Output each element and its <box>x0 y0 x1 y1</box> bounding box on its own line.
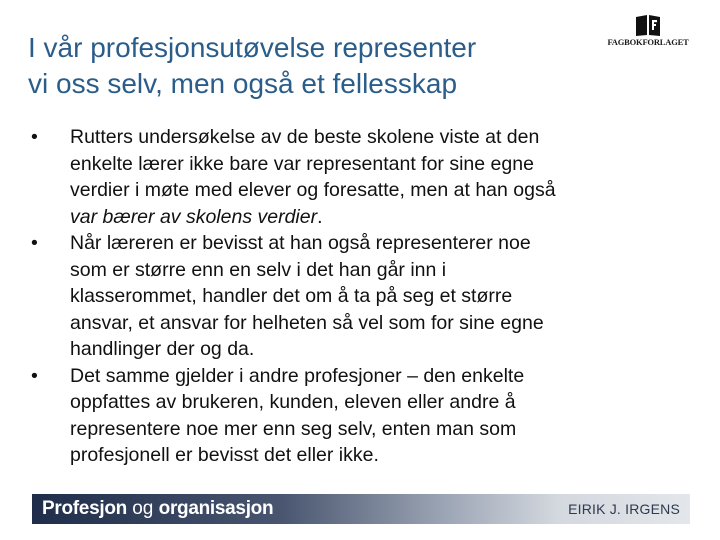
bullet-line: Rutters undersøkelse av de beste skolene viste at den <box>70 126 540 148</box>
slide-title-line-2: vi oss selv, men også et fellesskap <box>28 68 458 99</box>
bullet-line: Det samme gjelder i andre profesjoner – den enkelte <box>70 364 525 387</box>
slide-title <box>28 30 588 102</box>
sentence-period: . <box>317 205 323 228</box>
bullet-line: representere noe mer enn seg selv, enten man som <box>70 417 517 440</box>
bullet-item <box>28 363 690 469</box>
bullet-line: verdier i møte med elever og foresatte, men at han også <box>70 179 556 201</box>
bullet-line: profesjonell er bevisst det eller ikke. <box>70 444 379 466</box>
bullet-dot-icon: • <box>31 364 38 387</box>
bullet-line: klasserommet, handler det om å ta på seg et større <box>70 285 513 307</box>
bullet-line: Når læreren er bevisst at han også representerer noe <box>70 232 531 254</box>
bullet-dot-icon: • <box>31 232 38 254</box>
bullet-list <box>28 124 690 469</box>
bullet-line: enkelte lærer ikke bare var representant for sine egne <box>70 152 534 175</box>
footer-banner <box>32 494 690 524</box>
bullet-dot-icon: • <box>31 126 38 148</box>
bullet-line-emphasis <box>70 204 690 231</box>
bullet-line: som er større enn en selv i det han går inn i <box>70 258 447 281</box>
slide-title-line-1: I vår profesjonsutøvelse representer <box>28 32 477 63</box>
author-name: EIRIK J. IRGENS <box>568 501 680 517</box>
bullet-line: handlinger der og da. <box>70 338 255 360</box>
bullet-line: oppfattes av brukeren, kunden, eleven eller andre å <box>70 391 516 413</box>
book-title-word-1: Profesjon <box>42 498 127 519</box>
bullet-item <box>28 124 690 230</box>
emphasis-text: var bærer av skolens verdier <box>70 205 318 228</box>
book-title-word-3: organisasjon <box>158 498 274 519</box>
publisher-logo <box>606 13 690 55</box>
bullet-item <box>28 230 690 363</box>
publisher-logo-text: FAGBOKFORLAGET <box>607 37 689 47</box>
book-title <box>42 498 273 520</box>
book-title-word-2: og <box>132 498 154 519</box>
book-logo-icon <box>634 13 662 37</box>
bullet-line: ansvar, et ansvar for helheten så vel som for sine egne <box>70 311 544 334</box>
